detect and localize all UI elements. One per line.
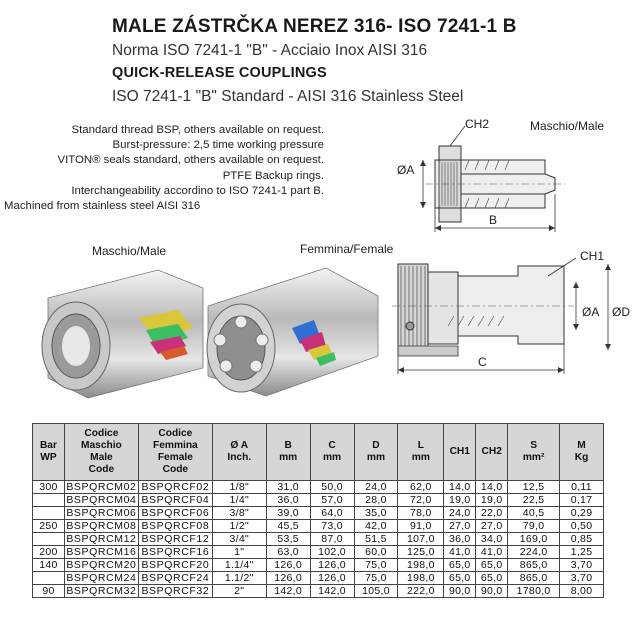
cell-c: 64,0	[310, 507, 354, 520]
cell-ch2: 27,0	[476, 520, 508, 533]
male-drawing-label: Maschio/Male	[530, 119, 605, 133]
ch1-label: CH1	[580, 249, 605, 263]
cell-m: 3,70	[560, 559, 604, 572]
cell-dia: 1/4"	[212, 494, 266, 507]
cell-s: 865,0	[508, 559, 560, 572]
cell-b: 36,0	[266, 494, 310, 507]
note-burst-pressure: Burst-pressure: 2,5 time working pressure	[112, 139, 324, 152]
cell-dia: 1"	[212, 546, 266, 559]
cell-ch2: 65,0	[476, 572, 508, 585]
col-s: S mm²	[508, 424, 560, 481]
cell-ch1: 14,0	[444, 481, 476, 494]
cell-s: 865,0	[508, 572, 560, 585]
cell-d: 75,0	[354, 559, 398, 572]
cell-m: 0,50	[560, 520, 604, 533]
table-row	[33, 507, 604, 520]
col-b: B mm	[266, 424, 310, 481]
table-row	[33, 533, 604, 546]
spec-table	[32, 423, 604, 598]
col-bar-wp: Bar WP	[33, 424, 65, 481]
cell-ch1: 24,0	[444, 507, 476, 520]
cell-m: 0,29	[560, 507, 604, 520]
feature-notes	[4, 123, 324, 214]
col-ch2: CH2	[476, 424, 508, 481]
cell-dia: 1.1/4"	[212, 559, 266, 572]
subtitle-italian: Norma ISO 7241-1 "B" - Acciaio Inox AISI 316	[112, 42, 428, 59]
table-row	[33, 520, 604, 533]
cell-ch1: 41,0	[444, 546, 476, 559]
cell-female-code: BSPQRCF02	[138, 481, 212, 494]
cell-b: 53,5	[266, 533, 310, 546]
cell-ch2: 34,0	[476, 533, 508, 546]
male-coupling-drawing	[395, 112, 640, 240]
cell-female-code: BSPQRCF04	[138, 494, 212, 507]
cell-female-code: BSPQRCF32	[138, 585, 212, 598]
cell-ch2: 90,0	[476, 585, 508, 598]
dia-a-label-female: ØA	[582, 305, 600, 319]
col-dia-a: Ø A Inch.	[212, 424, 266, 481]
female-coupling-photo	[196, 256, 386, 406]
cell-d: 28,0	[354, 494, 398, 507]
cell-ch1: 19,0	[444, 494, 476, 507]
cell-ch1: 90,0	[444, 585, 476, 598]
cell-c: 102,0	[310, 546, 354, 559]
ch2-label: CH2	[465, 117, 490, 131]
subtitle-english: ISO 7241-1 "B" Standard - AISI 316 Stainless Steel	[112, 88, 464, 105]
cell-female-code: BSPQRCF20	[138, 559, 212, 572]
col-m: M Kg	[560, 424, 604, 481]
cell-bar: 250	[33, 520, 65, 533]
cell-female-code: BSPQRCF24	[138, 572, 212, 585]
cell-m: 1,25	[560, 546, 604, 559]
cell-m: 0,11	[560, 481, 604, 494]
cell-d: 42,0	[354, 520, 398, 533]
cell-s: 224,0	[508, 546, 560, 559]
cell-dia: 3/4"	[212, 533, 266, 546]
cell-c: 73,0	[310, 520, 354, 533]
cell-ch1: 27,0	[444, 520, 476, 533]
cell-d: 105,0	[354, 585, 398, 598]
cell-female-code: BSPQRCF16	[138, 546, 212, 559]
note-interchangeability: Interchangeability accordino to ISO 7241-1 part B.	[71, 184, 324, 197]
cell-male-code: BSPQRCM20	[66, 558, 137, 571]
cell-male-code: BSPQRCM04	[66, 493, 137, 506]
cell-male-code: BSPQRCM06	[66, 506, 137, 519]
photo-female-label: Femmina/Female	[300, 242, 394, 256]
cell-m: 3,70	[560, 572, 604, 585]
cell-l: 72,0	[398, 494, 444, 507]
title-english: QUICK-RELEASE COUPLINGS	[112, 65, 327, 81]
cell-ch1: 36,0	[444, 533, 476, 546]
table-row	[33, 481, 604, 494]
cell-male-code: BSPQRCM02	[66, 480, 137, 493]
cell-c: 142,0	[310, 585, 354, 598]
cell-d: 35,0	[354, 507, 398, 520]
col-male-code: Codice Maschio Male Code	[64, 424, 138, 481]
cell-l: 198,0	[398, 572, 444, 585]
cell-l: 222,0	[398, 585, 444, 598]
note-backup-rings: PTFE Backup rings.	[222, 169, 324, 182]
col-l: L mm	[398, 424, 444, 481]
table-row	[33, 546, 604, 559]
cell-bar: 300	[33, 481, 65, 494]
cell-male-code: BSPQRCM32	[66, 584, 137, 597]
note-material: Machined from stainless steel AISI 316	[4, 200, 201, 213]
table-row	[33, 559, 604, 572]
cell-c: 126,0	[310, 559, 354, 572]
female-coupling-drawing	[388, 246, 640, 380]
dia-d-label: ØD	[612, 305, 630, 319]
cell-ch2: 19,0	[476, 494, 508, 507]
cell-ch2: 14,0	[476, 481, 508, 494]
cell-b: 126,0	[266, 572, 310, 585]
cell-c: 50,0	[310, 481, 354, 494]
cell-bar: 90	[33, 585, 65, 598]
cell-dia: 3/8"	[212, 507, 266, 520]
page-title: MALE ZÁSTRČKA NEREZ 316- ISO 7241-1 B	[112, 16, 517, 37]
cell-l: 62,0	[398, 481, 444, 494]
cell-male-code: BSPQRCM12	[66, 532, 137, 545]
cell-d: 60,0	[354, 546, 398, 559]
cell-m: 0,17	[560, 494, 604, 507]
cell-s: 79,0	[508, 520, 560, 533]
cell-bar	[33, 494, 65, 507]
cell-dia: 1/8"	[212, 481, 266, 494]
cell-dia: 1.1/2"	[212, 572, 266, 585]
cell-ch2: 41,0	[476, 546, 508, 559]
cell-l: 107,0	[398, 533, 444, 546]
cell-male-code: BSPQRCM08	[66, 519, 137, 532]
cell-male-code: BSPQRCM16	[66, 545, 137, 558]
cell-male-code: BSPQRCM24	[66, 571, 137, 584]
cell-female-code: BSPQRCF06	[138, 507, 212, 520]
cell-l: 91,0	[398, 520, 444, 533]
cell-b: 45,5	[266, 520, 310, 533]
cell-dia: 1/2"	[212, 520, 266, 533]
male-coupling-photo	[28, 258, 208, 408]
cell-ch2: 22,0	[476, 507, 508, 520]
cell-ch1: 65,0	[444, 559, 476, 572]
table-header-row	[33, 424, 604, 481]
cell-d: 24,0	[354, 481, 398, 494]
cell-c: 57,0	[310, 494, 354, 507]
cell-ch1: 65,0	[444, 572, 476, 585]
cell-bar	[33, 572, 65, 585]
col-female-code: Codice Femmina Female Code	[138, 424, 212, 481]
cell-s: 1780,0	[508, 585, 560, 598]
cell-b: 63,0	[266, 546, 310, 559]
cell-female-code: BSPQRCF08	[138, 520, 212, 533]
cell-c: 126,0	[310, 572, 354, 585]
table-row	[33, 572, 604, 585]
cell-l: 78,0	[398, 507, 444, 520]
cell-s: 12,5	[508, 481, 560, 494]
note-thread: Standard thread BSP, others available on request.	[71, 124, 324, 136]
cell-m: 8,00	[560, 585, 604, 598]
cell-b: 126,0	[266, 559, 310, 572]
cell-bar	[33, 533, 65, 546]
cell-b: 31,0	[266, 481, 310, 494]
col-c: C mm	[310, 424, 354, 481]
cell-bar	[33, 507, 65, 520]
cell-s: 169,0	[508, 533, 560, 546]
c-dimension-label: C	[478, 355, 487, 369]
b-dimension-label: B	[489, 213, 498, 227]
table-row	[33, 585, 604, 598]
cell-female-code: BSPQRCF12	[138, 533, 212, 546]
cell-l: 198,0	[398, 559, 444, 572]
photo-male-label: Maschio/Male	[92, 244, 167, 258]
cell-bar: 140	[33, 559, 65, 572]
col-d: D mm	[354, 424, 398, 481]
cell-m: 0,85	[560, 533, 604, 546]
dia-a-label-male: ØA	[397, 163, 415, 177]
cell-c: 87,0	[310, 533, 354, 546]
cell-b: 39,0	[266, 507, 310, 520]
cell-bar: 200	[33, 546, 65, 559]
cell-dia: 2"	[212, 585, 266, 598]
cell-d: 51,5	[354, 533, 398, 546]
cell-d: 75,0	[354, 572, 398, 585]
table-row	[33, 494, 604, 507]
cell-b: 142,0	[266, 585, 310, 598]
cell-l: 125,0	[398, 546, 444, 559]
cell-ch2: 65,0	[476, 559, 508, 572]
cell-s: 22,5	[508, 494, 560, 507]
col-ch1: CH1	[444, 424, 476, 481]
note-seals: VITON® seals standard, others available on request.	[57, 154, 324, 167]
cell-s: 40,5	[508, 507, 560, 520]
